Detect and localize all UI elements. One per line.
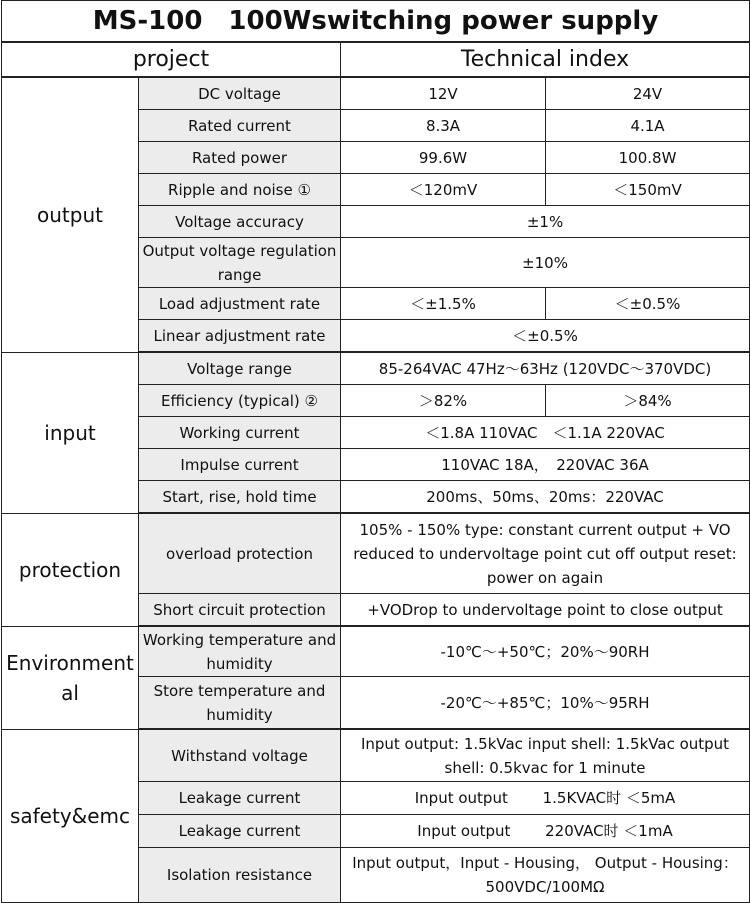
table-row: [2, 77, 750, 110]
param-leakage-current-2: Leakage current: [139, 815, 341, 848]
page-title: MS-100 100Wswitching power supply: [2, 1, 750, 43]
param-store-temp: Store temperature and humidity: [139, 677, 341, 730]
value-working-temp: -10℃～+50℃；20%～90RH: [341, 626, 750, 677]
value-withstand-voltage: Input output: 1.5kVac input shell: 1.5kVac output shell: 0.5kvac for 1 minute: [341, 729, 750, 782]
param-load-adjustment: Load adjustment rate: [139, 288, 341, 320]
table-row: [2, 513, 750, 594]
value-isolation-resistance: Input output，Input - Housing， Output - Housing：500VDC/100MΩ: [341, 848, 750, 903]
param-regulation-range: Output voltage regulation range: [139, 238, 341, 288]
value-efficiency-12v: ＞82%: [341, 385, 546, 417]
value-rated-power-12v: 99.6W: [341, 142, 546, 174]
value-ripple-noise-12v: ＜120mV: [341, 174, 546, 206]
param-rated-power: Rated power: [139, 142, 341, 174]
param-start-rise-hold: Start, rise, hold time: [139, 481, 341, 514]
value-load-adjustment-12v: ＜±1.5%: [341, 288, 546, 320]
value-regulation-range: ±10%: [341, 238, 750, 288]
section-environmental-label: Environmental: [2, 626, 139, 729]
param-impulse-current: Impulse current: [139, 449, 341, 481]
section-input-label: input: [2, 352, 139, 513]
section-output-label: output: [2, 77, 139, 352]
section-protection-label: protection: [2, 513, 139, 626]
value-voltage-range: 85-264VAC 47Hz～63Hz (120VDC～370VDC): [341, 352, 750, 385]
header-project: project: [2, 42, 341, 77]
param-rated-current: Rated current: [139, 110, 341, 142]
param-working-temp: Working temperature and humidity: [139, 626, 341, 677]
param-voltage-accuracy: Voltage accuracy: [139, 206, 341, 238]
value-impulse-current: 110VAC 18A， 220VAC 36A: [341, 449, 750, 481]
table-row: [2, 626, 750, 677]
value-dc-voltage-12v: 12V: [341, 77, 546, 110]
value-rated-power-24v: 100.8W: [546, 142, 750, 174]
spec-table: [1, 0, 750, 903]
value-short-circuit: +VODrop to undervoltage point to close output: [341, 594, 750, 627]
table-row: [2, 352, 750, 385]
section-safety-label: safety&emc: [2, 729, 139, 903]
value-load-adjustment-24v: ＜±0.5%: [546, 288, 750, 320]
value-voltage-accuracy: ±1%: [341, 206, 750, 238]
value-overload: 105% - 150% type: constant current output + VO reduced to undervoltage point cut off output reset: power on again: [341, 513, 750, 594]
table-row: [2, 729, 750, 782]
param-overload: overload protection: [139, 513, 341, 594]
param-leakage-current-1: Leakage current: [139, 782, 341, 815]
value-leakage-current-1: Input output 1.5KVAC时 ＜5mA: [341, 782, 750, 815]
param-efficiency: Efficiency (typical) ②: [139, 385, 341, 417]
param-isolation-resistance: Isolation resistance: [139, 848, 341, 903]
param-linear-adjustment: Linear adjustment rate: [139, 320, 341, 353]
value-ripple-noise-24v: ＜150mV: [546, 174, 750, 206]
param-short-circuit: Short circuit protection: [139, 594, 341, 627]
value-linear-adjustment: ＜±0.5%: [341, 320, 750, 353]
param-voltage-range: Voltage range: [139, 352, 341, 385]
value-store-temp: -20℃～+85℃；10%～95RH: [341, 677, 750, 730]
param-ripple-noise: Ripple and noise ①: [139, 174, 341, 206]
value-leakage-current-2: Input output 220VAC时 ＜1mA: [341, 815, 750, 848]
value-dc-voltage-24v: 24V: [546, 77, 750, 110]
value-start-rise-hold: 200ms、50ms、20ms：220VAC: [341, 481, 750, 514]
param-dc-voltage: DC voltage: [139, 77, 341, 110]
param-working-current: Working current: [139, 417, 341, 449]
param-withstand-voltage: Withstand voltage: [139, 729, 341, 782]
value-rated-current-24v: 4.1A: [546, 110, 750, 142]
header-technical-index: Technical index: [341, 42, 750, 77]
value-efficiency-24v: ＞84%: [546, 385, 750, 417]
value-working-current: ＜1.8A 110VAC ＜1.1A 220VAC: [341, 417, 750, 449]
value-rated-current-12v: 8.3A: [341, 110, 546, 142]
